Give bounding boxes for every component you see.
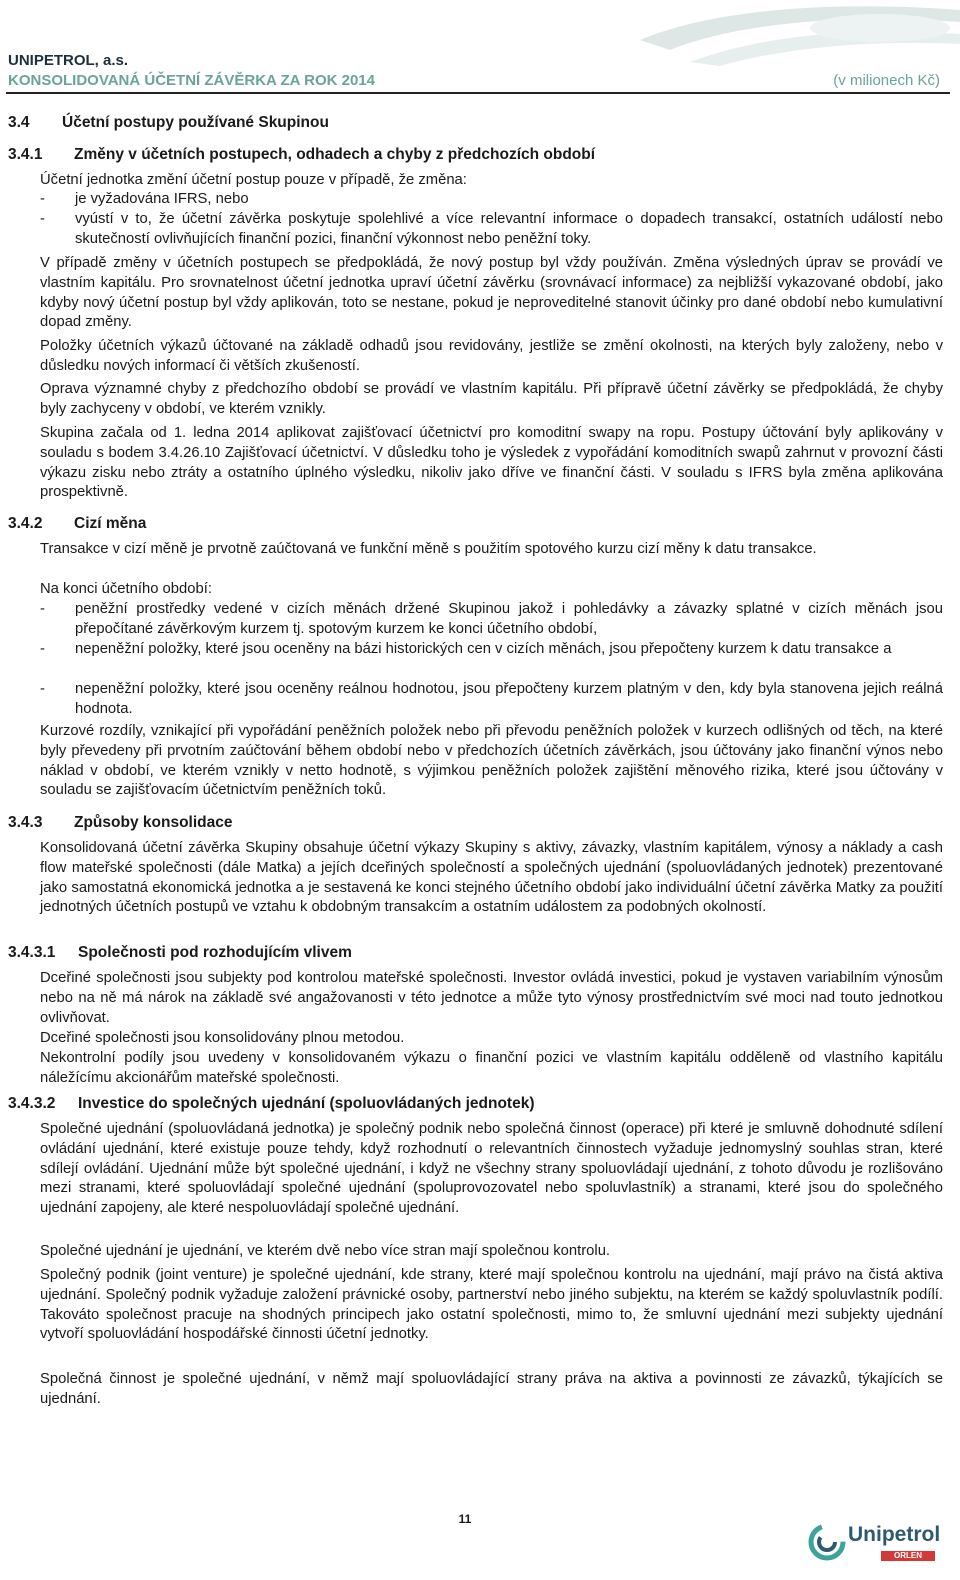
paragraph: Společný podnik (joint venture) je společné ujednání, kde strany, které mají společnou kontrolu na ujednání, mají právo na čistá aktiva ujednání. Společný podnik vyžaduje založení právnické osoby, partnerství nebo jiného subjektu, na kterém se každý spoluvlastník podílí. Takováto společnost pracuje na shodných principech jako ostatní společnosti, mimo to, že smluvní ujednání mezi subjekty ujednání vytvoří spoluovládání hospodářské činnosti účetní jednotky. [40,1267,943,1343]
paragraph: Dceřiné společnosti jsou konsolidovány plnou metodou. [40,1030,405,1046]
paragraph: V případě změny v účetních postupech se předpokládá, že nový postup byl vždy používán. Změna výsledných úprav se provádí ve vlastním kapitálu. Pro srovnatelnost účetní jednotka upraví účetní závěrku (srovnávací informace) za nejbližší vykazované období, jako kdyby nový účetní postup byl vždy aplikován, toto se nestane, pokud je neproveditelné stanovit účinky pro dané období nebo kumulativní dopad změny. [40,255,943,331]
section-title: Cizí měna [74,515,147,532]
list-item: - vyústí v to, že účetní závěrka poskytuje spolehlivé a více relevantní informace o dopadech transakcí, ostatních událostí nebo skutečností ovlivňujících finanční pozici, finanční výkonnost nebo peněžní toky. [40,210,943,250]
paragraph: Kurzové rozdíly, vznikající při vypořádání peněžních položek nebo při převodu peněžních položek v kurzech odlišných od těch, na které byly převedeny při prvotním zaúčtování během období nebo v předchozích účetních závěrkách, jsou účtovány jako finanční výnos nebo náklad v období, ve kterém vznikly v netto hodnotě, s výjimkou peněžních položek zajištění měnového rizika, které jsou účtovány v souladu se zajišťovacím účetnictvím peněžních toků. [40,723,943,799]
paragraph: Společné ujednání je ujednání, ve kterém dvě nebo více stran mají společnou kontrolu. [40,1243,611,1259]
section-title: Změny v účetních postupech, odhadech a chyby z předchozích období [74,146,596,163]
section-number: 3.4.3.2 [8,1095,56,1112]
paragraph: Účetní jednotka změní účetní postup pouze v případě, že změna: [40,172,467,188]
unipetrol-logo [808,1520,943,1570]
paragraph: Skupina začala od 1. ledna 2014 aplikovat zajišťovací účetnictví pro komoditní swapy na ropu. Postupy účtování byly aplikovány v souladu s bodem 3.4.26.10 Zajišťovací účetnictví. V důsledku toho je výsledek z vypořádání komoditních swapů zahrnut v provozní části výkazu zisku nebo ztráty a ostatního úplného výsledku, nikoliv jako dříve ve finanční části. V souladu s IFRS byla změna aplikována prospektivně. [40,425,943,501]
page-number: 11 [458,1512,472,1526]
paragraph: Transakce v cizí měně je prvotně zaúčtovaná ve funkční měně s použitím spotového kurzu cizí měny k datu transakce. [40,541,817,557]
list-item: - nepeněžní položky, které jsou oceněny na bázi historických cen v cizích měnách, jsou přepočteny kurzem k datu transakce a [40,640,943,660]
list-item-text: vyústí v to, že účetní závěrka poskytuje spolehlivé a více relevantní informace o dopadech transakcí, ostatních událostí nebo skutečností ovlivňujících finanční pozici, finanční výkonnost nebo peněžní toky. [75,211,943,247]
section-number: 3.4.3.1 [8,944,56,961]
logo-group-tag: ORLEN GROUP [881,1551,935,1561]
list-item: - peněžní prostředky vedené v cizích měnách držené Skupinou jakož i pohledávky a závazky splatné v cizích měnách jsou přepočítané závěrkovým kurzem tj. spotovým kurzem ke konci účetního období, [40,600,943,640]
report-title: KONSOLIDOVANÁ ÚČETNÍ ZÁVĚRKA ZA ROK 2014 [8,72,375,89]
list-item-text: je vyžadována IFRS, nebo [75,191,249,207]
header-swoosh-decoration [630,0,960,70]
paragraph: Společná činnost je společné ujednání, v němž mají spoluovládající strany práva na aktiva a povinnosti ze závazků, týkajících se ujednání. [40,1371,943,1407]
list-item-text: peněžní prostředky vedené v cizích měnách držené Skupinou jakož i pohledávky a závazky splatné v cizích měnách jsou přepočítané závěrkovým kurzem tj. spotovým kurzem ke konci účetního období, [75,601,943,637]
list-item: - nepeněžní položky, které jsou oceněny reálnou hodnotou, jsou přepočteny kurzem platným v den, kdy byla stanovena jejich reálná hodnota. [40,680,943,720]
paragraph: Položky účetních výkazů účtované na základě odhadů jsou revidovány, jestliže se změní okolnosti, na kterých byly založeny, nebo v důsledku nových informací či větších zkušeností. [40,338,943,374]
paragraph: Nekontrolní podíly jsou uvedeny v konsolidovaném výkazu o finanční pozici ve vlastním kapitálu odděleně od vlastního kapitálu náležícímu akcionářům mateřské společnosti. [40,1050,943,1086]
logo-wordmark: Unipetrol [848,1523,941,1546]
page-header [0,0,960,100]
company-name: UNIPETROL, a.s. [8,52,129,69]
paragraph: Na konci účetního období: [40,581,212,597]
section-number: 3.4.3 [8,814,43,831]
section-title: Účetní postupy používané Skupinou [62,114,329,131]
header-divider [6,92,950,94]
list-item: - je vyžadována IFRS, nebo [40,190,943,210]
section-title: Způsoby konsolidace [74,814,233,831]
currency-unit: (v milionech Kč) [833,72,940,89]
paragraph: Konsolidovaná účetní závěrka Skupiny obsahuje účetní výkazy Skupiny s aktivy, závazky, vlastním kapitálem, výnosy a náklady a cash flow mateřské společnosti (dále Matka) a jejích dceřiných společností a společných ujednání (spoluovládaných jednotek) prezentované jako samostatná ekonomická jednotka a je sestavená ke konci stejného účetního období jako individuální účetní závěrka Matky za použití jednotných účetních postupů ve vztahu k obdobným transakcím a ostatním událostem za podobných okolností. [40,840,943,916]
section-title: Investice do společných ujednání (spoluovládaných jednotek) [78,1095,535,1112]
section-number: 3.4.2 [8,515,43,532]
section-title: Společnosti pod rozhodujícím vlivem [78,944,352,961]
section-number: 3.4.1 [8,146,43,163]
paragraph: Oprava významné chyby z předchozího období se provádí ve vlastním kapitálu. Při přípravě účetní závěrky se předpokládá, že chyby byly zachyceny v období, ve kterém vznikly. [40,381,943,417]
list-item-text: nepeněžní položky, které jsou oceněny na bázi historických cen v cizích měnách, jsou přepočteny kurzem k datu transakce a [75,641,892,657]
list-item-text: nepeněžní položky, které jsou oceněny reálnou hodnotou, jsou přepočteny kurzem platným v den, kdy byla stanovena jejich reálná hodnota. [75,681,943,717]
section-number: 3.4 [8,114,30,131]
logo-mark-icon [808,1520,846,1564]
paragraph: Společné ujednání (spoluovládaná jednotka) je společný podnik nebo společná činnost (operace) při které je smluvně dohodnuté sdílení ovládání ujednání, které existuje pouze tehdy, když rozhodnutí o relevantních činnostech vyžaduje jednomyslný souhlas stran, které sdílejí ovládání. Ujednání může být společné ujednání, i když ne všechny strany spoluovládají ujednání, z tohoto důvodu je rozlišováno mezi stranami, které spoluovládají společné ujednání (spoluprovozovatel nebo spoluvlastník) a stranami, které jsou do společného ujednání zapojeny, ale které nespoluovládají společné ujednání. [40,1121,943,1217]
paragraph: Dceřiné společnosti jsou subjekty pod kontrolou mateřské společnosti. Investor ovládá investici, pokud je vystaven variabilním výnosům nebo na ně má nárok na základě své angažovanosti v této jednotce a může tyto výnosy prostřednictvím své moci nad touto jednotkou ovlivňovat. [40,970,943,1026]
